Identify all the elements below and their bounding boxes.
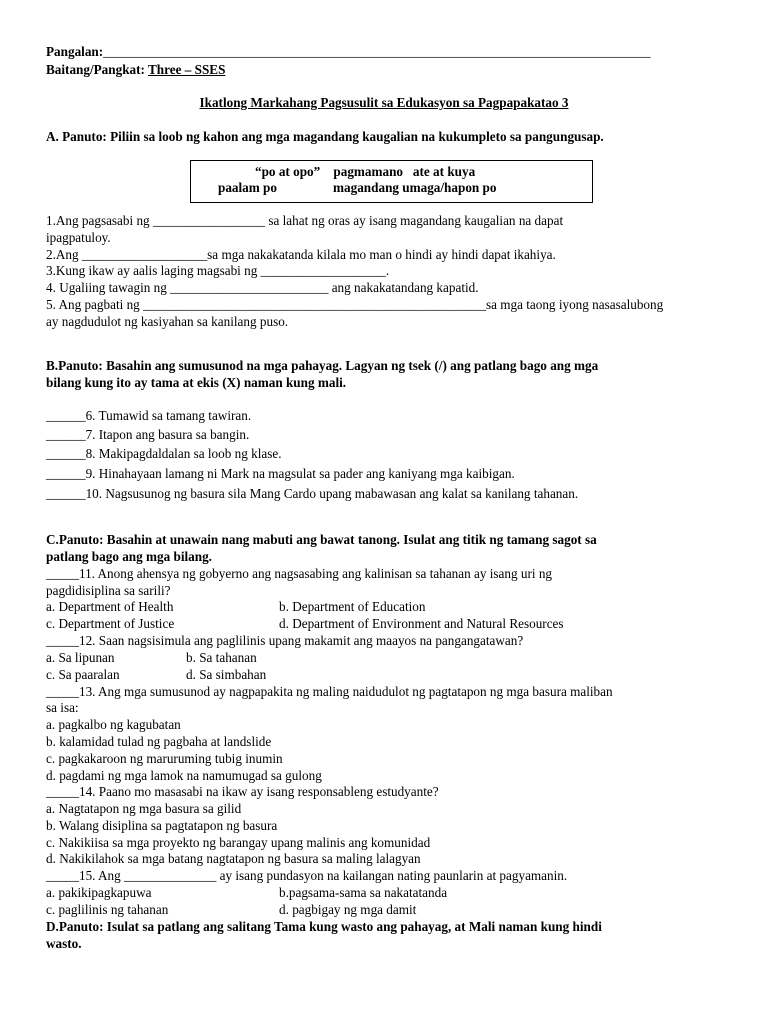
choice-15-b: b.pagsama-sama sa nakatatanda (279, 885, 448, 900)
grade-value: Three – SSES (147, 62, 226, 77)
choice-13-a: a. pagkalbo ng kagubatan (46, 717, 181, 732)
question-11: _____11. Anong ahensya ng gobyerno ang nagsasabing ang kalinisan sa tahanan ay isang uri ng (46, 566, 553, 581)
choice-11-c: c. Department of Justice (46, 616, 175, 631)
choice-12-c: c. Sa paaralan (46, 667, 120, 682)
choice-12-d: d. Sa simbahan (186, 667, 267, 682)
grade-line (46, 62, 225, 79)
part-a-item: 4. Ugaliing tawagin ng ________________________ ang nakakatandang kapatid. (46, 280, 479, 295)
word-box-row-1: “po at opo” pagmamano ate at kuya (255, 164, 476, 179)
part-b-instruction-line-1: B.Panuto: Basahin ang sumusunod na mga pahayag. Lagyan ng tsek (/) ang patlang bago ang mga (46, 358, 599, 373)
choice-13-d: d. pagdami ng mga lamok na namumugad sa gulong (46, 768, 322, 783)
choice-14-a: a. Nagtatapon ng mga basura sa gilid (46, 801, 242, 816)
exam-title: Ikatlong Markahang Pagsusulit sa Edukasyon sa Pagpapakatao 3 (199, 95, 569, 110)
word-box-row-2: paalam po magandang umaga/hapon po (218, 180, 497, 195)
question-14: _____14. Paano mo masasabi na ikaw ay isang responsableng estudyante? (46, 784, 439, 799)
part-b-item: ______10. Nagsusunog ng basura sila Mang Cardo upang mabawasan ang kalat sa kanilang tahanan. (46, 486, 579, 501)
choice-15-c: c. paglilinis ng tahanan (46, 902, 169, 917)
choice-15-d: d. pagbigay ng mga damit (279, 902, 417, 917)
part-c-instruction-line-2: patlang bago ang mga bilang. (46, 549, 212, 564)
name-blank: ___________________________________________________________________________________ (103, 44, 651, 59)
part-b-item: ______6. Tumawid sa tamang tawiran. (46, 408, 252, 423)
part-a-item: ay nagdudulot ng kasiyahan sa kanilang puso. (46, 314, 289, 329)
choice-11-b: b. Department of Education (279, 599, 426, 614)
choice-14-b: b. Walang disiplina sa pagtatapon ng basura (46, 818, 278, 833)
choice-11-a: a. Department of Health (46, 599, 174, 614)
part-d-instruction-line-1: D.Panuto: Isulat sa patlang ang salitang Tama kung wasto ang pahayag, at Mali naman kung hindi (46, 919, 602, 934)
part-b-instruction-line-2: bilang kung ito ay tama at ekis (X) naman kung mali. (46, 375, 347, 390)
part-a-instruction: A. Panuto: Piliin sa loob ng kahon ang mga magandang kaugalian na kukumpleto sa pangungusap. (46, 129, 604, 144)
question-12: _____12. Saan nagsisimula ang paglilinis upang makamit ang maayos na pangangatawan? (46, 633, 524, 648)
question-13: _____13. Ang mga sumusunod ay nagpapakita ng maling naidudulot ng pagtatapon ng mga basura maliban (46, 684, 613, 699)
part-b-item: ______8. Makipagdaldalan sa loob ng klase. (46, 446, 282, 461)
choice-14-c: c. Nakikiisa sa mga proyekto ng barangay upang malinis ang komunidad (46, 835, 431, 850)
part-a-item: 1.Ang pagsasabi ng _________________ sa lahat ng oras ay isang magandang kaugalian na dapat (46, 213, 564, 228)
grade-label: Baitang/Pangkat: (46, 62, 145, 77)
choice-13-b: b. kalamidad tulad ng pagbaha at landslide (46, 734, 272, 749)
choice-14-d: d. Nakikilahok sa mga batang nagtatapon ng basura sa maling lalagyan (46, 851, 421, 866)
name-line (46, 44, 650, 61)
part-b-item: ______9. Hinahayaan lamang ni Mark na magsulat sa pader ang kaniyang mga kaibigan. (46, 466, 515, 481)
choice-11-d: d. Department of Environment and Natural Resources (279, 616, 564, 631)
choice-13-c: c. pagkakaroon ng maruruming tubig inumin (46, 751, 283, 766)
part-c-instruction-line-1: C.Panuto: Basahin at unawain nang mabuti ang bawat tanong. Isulat ang titik ng tamang sagot sa (46, 532, 597, 547)
part-a-item: 3.Kung ikaw ay aalis laging magsabi ng ___________________. (46, 263, 390, 278)
question-15: _____15. Ang ______________ ay isang pundasyon na kailangan nating paunlarin at pagyamanin. (46, 868, 568, 883)
name-label: Pangalan: (46, 44, 104, 59)
part-a-item: 5. Ang pagbati ng ____________________________________________________sa mga taong iyong nasasalubong (46, 297, 664, 312)
question-13-cont: sa isa: (46, 700, 79, 715)
part-d-instruction-line-2: wasto. (46, 936, 82, 951)
part-b-item: ______7. Itapon ang basura sa bangin. (46, 427, 250, 442)
part-a-item: ipagpatuloy. (46, 230, 111, 245)
question-11-cont: pagdidisiplina sa sarili? (46, 583, 171, 598)
choice-12-b: b. Sa tahanan (186, 650, 257, 665)
choice-12-a: a. Sa lipunan (46, 650, 115, 665)
word-choice-box (190, 160, 593, 203)
choice-15-a: a. pakikipagkapuwa (46, 885, 152, 900)
part-a-item: 2.Ang ___________________sa mga nakakatanda kilala mo man o hindi ay hindi dapat ikahiya. (46, 247, 556, 262)
